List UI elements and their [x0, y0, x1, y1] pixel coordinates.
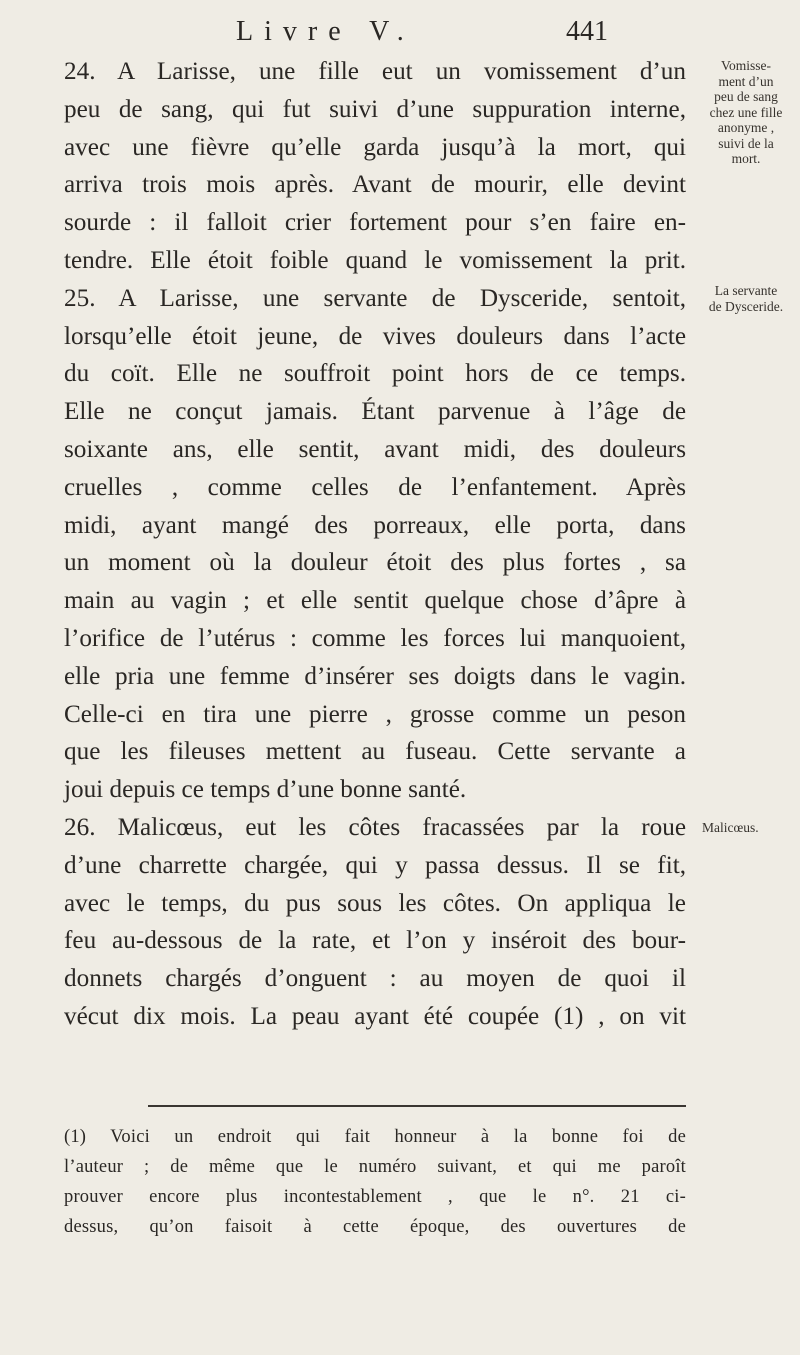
margin-note-line: mort. [731, 151, 761, 166]
margin-note-line: La servante [714, 283, 778, 298]
text-line: tendre. Elle étoit foible quand le vomissement la prit. [64, 246, 686, 274]
text-line: 26. Malicœus, eut les côtes fracassées par la roue [64, 813, 686, 841]
page-number: 441 [566, 16, 608, 47]
text-line: Elle ne conçut jamais. Étant parvenue à l’âge de [64, 398, 686, 426]
footnote-line: l’auteur ; de même que le numéro suivant, et qui me paroît [64, 1157, 686, 1177]
margin-note-line: suivi de la [718, 135, 774, 151]
text-line: feu au-dessous de la rate, et l’on y inséroit des bour- [64, 927, 686, 955]
text-line: main au vagin ; et elle sentit quelque chose d’âpre à [64, 587, 686, 615]
text-line: peu de sang, qui fut suivi d’une suppuration interne, [64, 95, 686, 123]
text-line: sourde : il falloit crier fortement pour s’en faire en- [64, 209, 686, 237]
main-text [64, 53, 686, 1036]
margin-note-vomissement [700, 58, 792, 167]
text-line: du coït. Elle ne souffroit point hors de ce temps. [64, 360, 686, 388]
text-line: avec le temps, du pus sous les côtes. On appliqua le [64, 889, 686, 917]
margin-note-servante [700, 283, 792, 314]
running-title: Livre V. [236, 16, 415, 47]
margin-note-line: Malicœus. [702, 820, 759, 835]
text-line: Celle-ci en tira une pierre , grosse comme un peson [64, 700, 686, 728]
text-line: donnets chargés d’onguent : au moyen de quoi il [64, 965, 686, 993]
footnote-line: (1) Voici un endroit qui fait honneur à la bonne foi de [64, 1127, 686, 1147]
text-line: cruelles , comme celles de l’enfantement. Après [64, 473, 686, 501]
text-line: elle pria une femme d’insérer ses doigts dans le vagin. [64, 662, 686, 690]
text-line: midi, ayant mangé des porreaux, elle porta, dans [64, 511, 686, 539]
margin-note-line: anonyme , [717, 120, 775, 135]
footnote-line: dessus, qu’on faisoit à cette époque, des ouvertures de [64, 1217, 686, 1237]
footnote [64, 1122, 686, 1242]
margin-note-line: de Dysceride. [708, 298, 784, 314]
running-header [236, 14, 608, 54]
text-line: 24. A Larisse, une fille eut un vomissement d’un [64, 58, 686, 85]
text-line: joui depuis ce temps d’une bonne santé. [64, 776, 467, 804]
text-line: avec une fièvre qu’elle garda jusqu’à la mort, qui [64, 133, 686, 161]
text-line: soixante ans, elle sentit, avant midi, des douleurs [64, 435, 686, 463]
margin-note-malicoeus [702, 820, 794, 836]
footnote-rule [148, 1105, 686, 1107]
text-line: arriva trois mois après. Avant de mourir, elle devint [64, 171, 686, 199]
text-line: que les fileuses mettent au fuseau. Cette servante a [64, 738, 686, 766]
text-line: l’orifice de l’utérus : comme les forces lui manquoient, [64, 624, 686, 652]
text-line: un moment où la douleur étoit des plus fortes , sa [64, 549, 686, 577]
margin-note-line: Vomisse- [720, 58, 771, 73]
margin-note-line: peu de sang [714, 89, 778, 104]
text-line: vécut dix mois. La peau ayant été coupée (1) , on vit [64, 1002, 686, 1030]
text-line: d’une charrette chargée, qui y passa dessus. Il se fit, [64, 851, 686, 879]
margin-note-line: ment d’un [718, 73, 774, 89]
margin-note-line: chez une fille [709, 104, 783, 120]
text-line: lorsqu’elle étoit jeune, de vives douleurs dans l’acte [64, 322, 686, 350]
text-line: 25. A Larisse, une servante de Dysceride, sentoit, [64, 284, 686, 312]
footnote-line: prouver encore plus incontestablement , que le n°. 21 ci- [64, 1187, 686, 1207]
